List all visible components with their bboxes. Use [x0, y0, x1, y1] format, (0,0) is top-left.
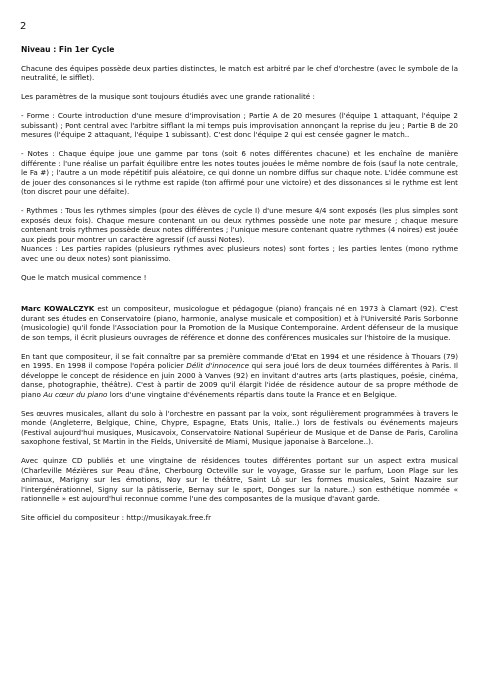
closing-line: Que le match musical commence !	[21, 272, 147, 282]
bio-p2-c: lors d'une vingtaine d'événements répartis dans toute la France et en Belgique.	[107, 389, 397, 399]
bio-p2-b: qui sera joué lors de deux tournées différentes à Paris. Il développe le concept de résidence en juin 2000 à Vanves (92) en invitant d'autres arts (arts plastiques, poésie, cinéma, danse, photographie, théâtre). C'est à partir de 2009 qu'il élargit l'idée de résidence autour de sa propre méthode de piano	[21, 361, 458, 399]
bio-paragraph-2	[21, 352, 458, 400]
bio-paragraph-1	[21, 304, 458, 342]
level-heading: Niveau : Fin 1er Cycle	[21, 45, 115, 54]
official-site-line: Site officiel du compositeur : http://musikayak.free.fr	[21, 513, 212, 522]
bio-paragraph-4: Avec quinze CD publiés et une vingtaine de résidences toutes différentes portant sur un aspect extra musical (Charleville Mézières sur Peau d'âne, Cherbourg Octeville sur le voyage, Grasse sur le parfum, Loon Plage sur les animaux, Marigny sur les émotions, Noy sur le théâtre, Saint Lô sur les formes musicales, Saint Nazaire sur l'intergénérationnel, Signy sur la pâtisserie, Bernay sur le sport, Donges sur la nature..) son esthétique nommée « rationnelle » est aujourd'hui reconnue comme l'une des composantes de la musique d'avant garde.	[21, 456, 458, 503]
page-content	[21, 45, 458, 523]
forme-paragraph: - Forme : Courte introduction d'une mesure d'improvisation ; Partie A de 20 mesures (l'équipe 1 attaquant, l'équipe 2 subissant) ; Pont central avec l'arbitre sifflant la mi temps puis improvisation annonçant la reprise du jeu ; Partie B de 20 mesures (l'équipe 2 attaquant, l'équipe 1 subissant). C'est donc l'équipe 2 qui est censée gagner le match..	[21, 111, 458, 139]
intro-paragraph: Chacune des équipes possède deux parties distinctes, le match est arbitré par le chef d'orchestre (avec le symbole de la neutralité, le sifflet).	[21, 63, 458, 82]
composer-name: Marc KOWALCZYK	[21, 304, 95, 313]
bio-p1-text: est un compositeur, musicologue et pédagogue (piano) français né en 1973 à Clamart (92). C'est durant ses études en Conservatoire (piano, harmonie, analyse musicale et composition) et à l'Université Paris Sorbonne (musicologie) qu'il fonde l'Association pour la Promotion de la Musique Contemporaine. Ardent défenseur de la musique de son temps, il écrit plusieurs ouvrages de référence et donne des conférences musicales sur l'histoire de la musique.	[21, 304, 458, 342]
opera-title: Délit d'innocence	[186, 361, 250, 370]
method-title: Au cœur du piano	[43, 389, 108, 399]
rythmes-paragraph: - Rythmes : Tous les rythmes simples (pour des élèves de cycle I) d'une mesure 4/4 sont exposés (les plus simples sont exposés deux fois). Chaque mesure contenant un ou deux rythmes possède une note par mesure ; chaque mesure contenant trois rythmes possède deux notes différentes ; l'unique mesure contenant quatre rythmes (4 noires) est jouée aux pieds pour montrer un caractère agressif (cf aussi Notes).	[21, 206, 458, 244]
page-number: 2	[20, 21, 27, 32]
bio-p2-a: En tant que compositeur, il se fait connaître par sa première commande d'Etat en 1994 et une résidence à Thouars (79) en 1995. En 1998 il compose l'opéra policier	[21, 351, 458, 370]
params-intro: Les paramètres de la musique sont toujours étudiés avec une grande rationalité :	[21, 92, 315, 101]
nuances-paragraph: Nuances : Les parties rapides (plusieurs rythmes avec plusieurs notes) sont fortes ; les parties lentes (mono rythme avec une ou deux notes) sont pianissimo.	[21, 244, 458, 263]
section-gap	[21, 282, 458, 304]
notes-paragraph: - Notes : Chaque équipe joue une gamme par tons (soit 6 notes différentes chacune) et les enchaîne de manière différente : l'une réalise un parfait équilibre entre les notes toutes jouées le même nombre de fois (sauf la note centrale, le Fa #) ; l'autre a un mode répétitif puis aléatoire, ce qui donne un nombre diffus sur chaque note. L'idée commune est de jouer des consonances si le rythme est rapide (ton affirmé pour une victoire) et des dissonances si le rythme est lent (ton discret pour une défaite).	[21, 149, 458, 196]
bio-paragraph-3: Ses œuvres musicales, allant du solo à l'orchestre en passant par la voix, sont régulièrement programmées à travers le monde (Angleterre, Belgique, Chine, Chypre, Espagne, Etats Unis, Italie..) lors de festivals ou événements majeurs (Festival aujourd'hui musiques, Musicavoix, Conservatoire National Supérieur de Musique et de Danse de Paris, Carolina saxophone festival, St Martin in the Fields, Université de Miami, Musique japonaise à Barcelone..).	[21, 408, 458, 446]
